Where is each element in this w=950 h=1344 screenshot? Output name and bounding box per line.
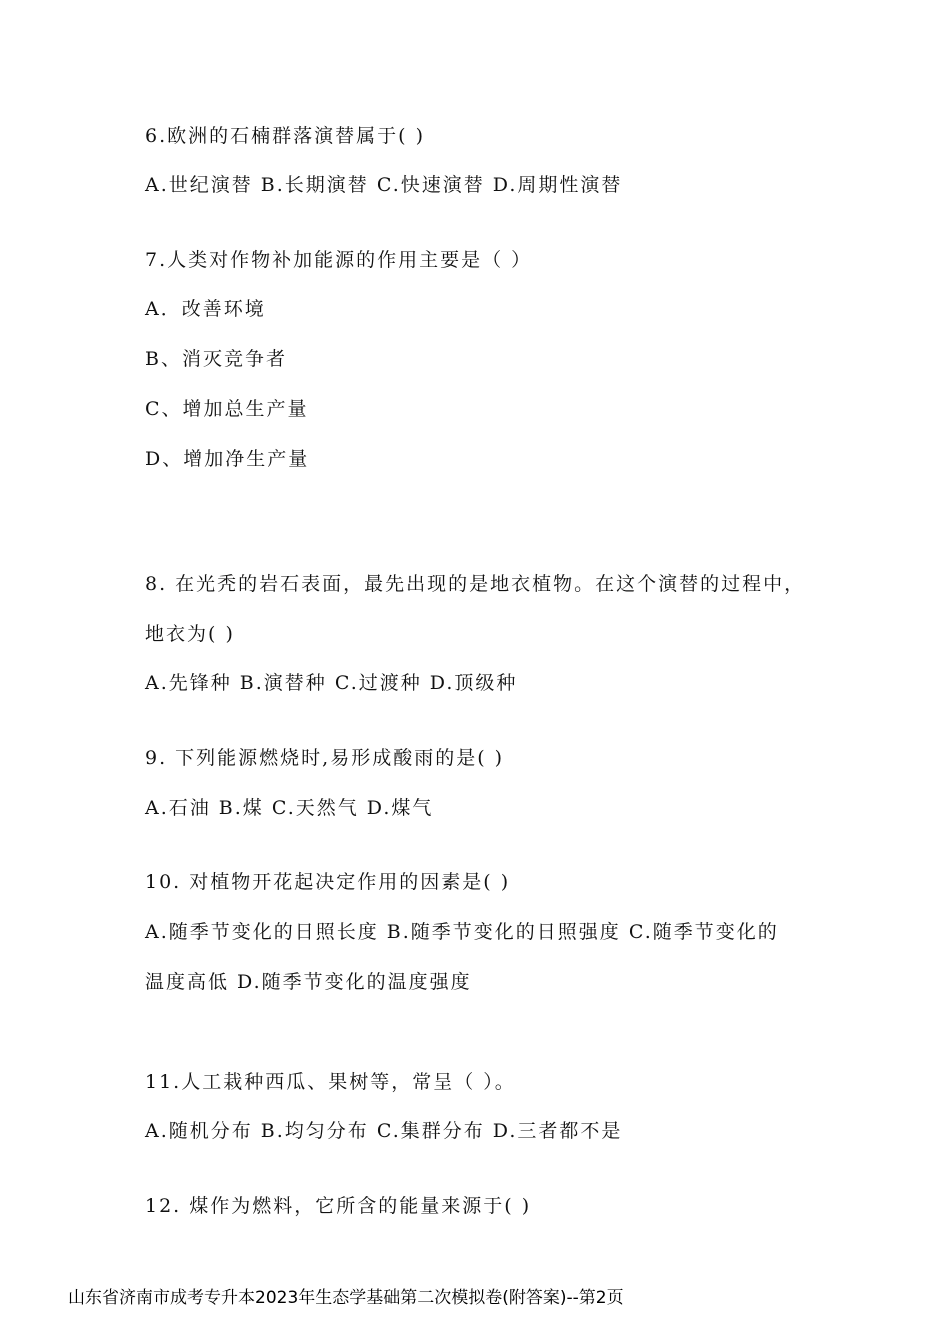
question-6-options: A.世纪演替 B.长期演替 C.快速演替 D.周期性演替 (145, 174, 623, 196)
question-7-stem: 7.人类对作物补加能源的作用主要是（ ） (145, 249, 533, 271)
question-8-stem-line2: 地衣为( ) (145, 623, 235, 645)
question-7-option-c: C、增加总生产量 (145, 398, 309, 420)
question-7-option-d: D、增加净生产量 (145, 448, 310, 470)
question-11-options: A.随机分布 B.均匀分布 C.集群分布 D.三者都不是 (145, 1120, 623, 1142)
question-12-stem: 12. 煤作为燃料，它所含的能量来源于( ) (145, 1195, 532, 1217)
question-6-stem: 6.欧洲的石楠群落演替属于( ) (145, 125, 425, 147)
question-10-options-line2: 温度高低 D.随季节变化的温度强度 (145, 971, 472, 993)
question-10-stem: 10. 对植物开花起决定作用的因素是( ) (145, 871, 511, 893)
page-footer: 山东省济南市成考专升本2023年生态学基础第二次模拟卷(附答案)--第2页 (68, 1288, 624, 1308)
question-8-options: A.先锋种 B.演替种 C.过渡种 D.顶级种 (145, 672, 518, 694)
question-7-option-a: A．改善环境 (145, 298, 266, 320)
question-10-options-line1: A.随季节变化的日照长度 B.随季节变化的日照强度 C.随季节变化的 (145, 921, 779, 943)
question-9-options: A.石油 B.煤 C.天然气 D.煤气 (145, 797, 434, 819)
question-7-option-b: B、消灭竞争者 (145, 348, 287, 370)
question-11-stem: 11.人工栽种西瓜、果树等，常呈（ ）。 (145, 1071, 516, 1093)
question-8-stem-line1: 8. 在光秃的岩石表面，最先出现的是地衣植物。在这个演替的过程中， (145, 573, 806, 595)
question-9-stem: 9. 下列能源燃烧时,易形成酸雨的是( ) (145, 747, 505, 769)
